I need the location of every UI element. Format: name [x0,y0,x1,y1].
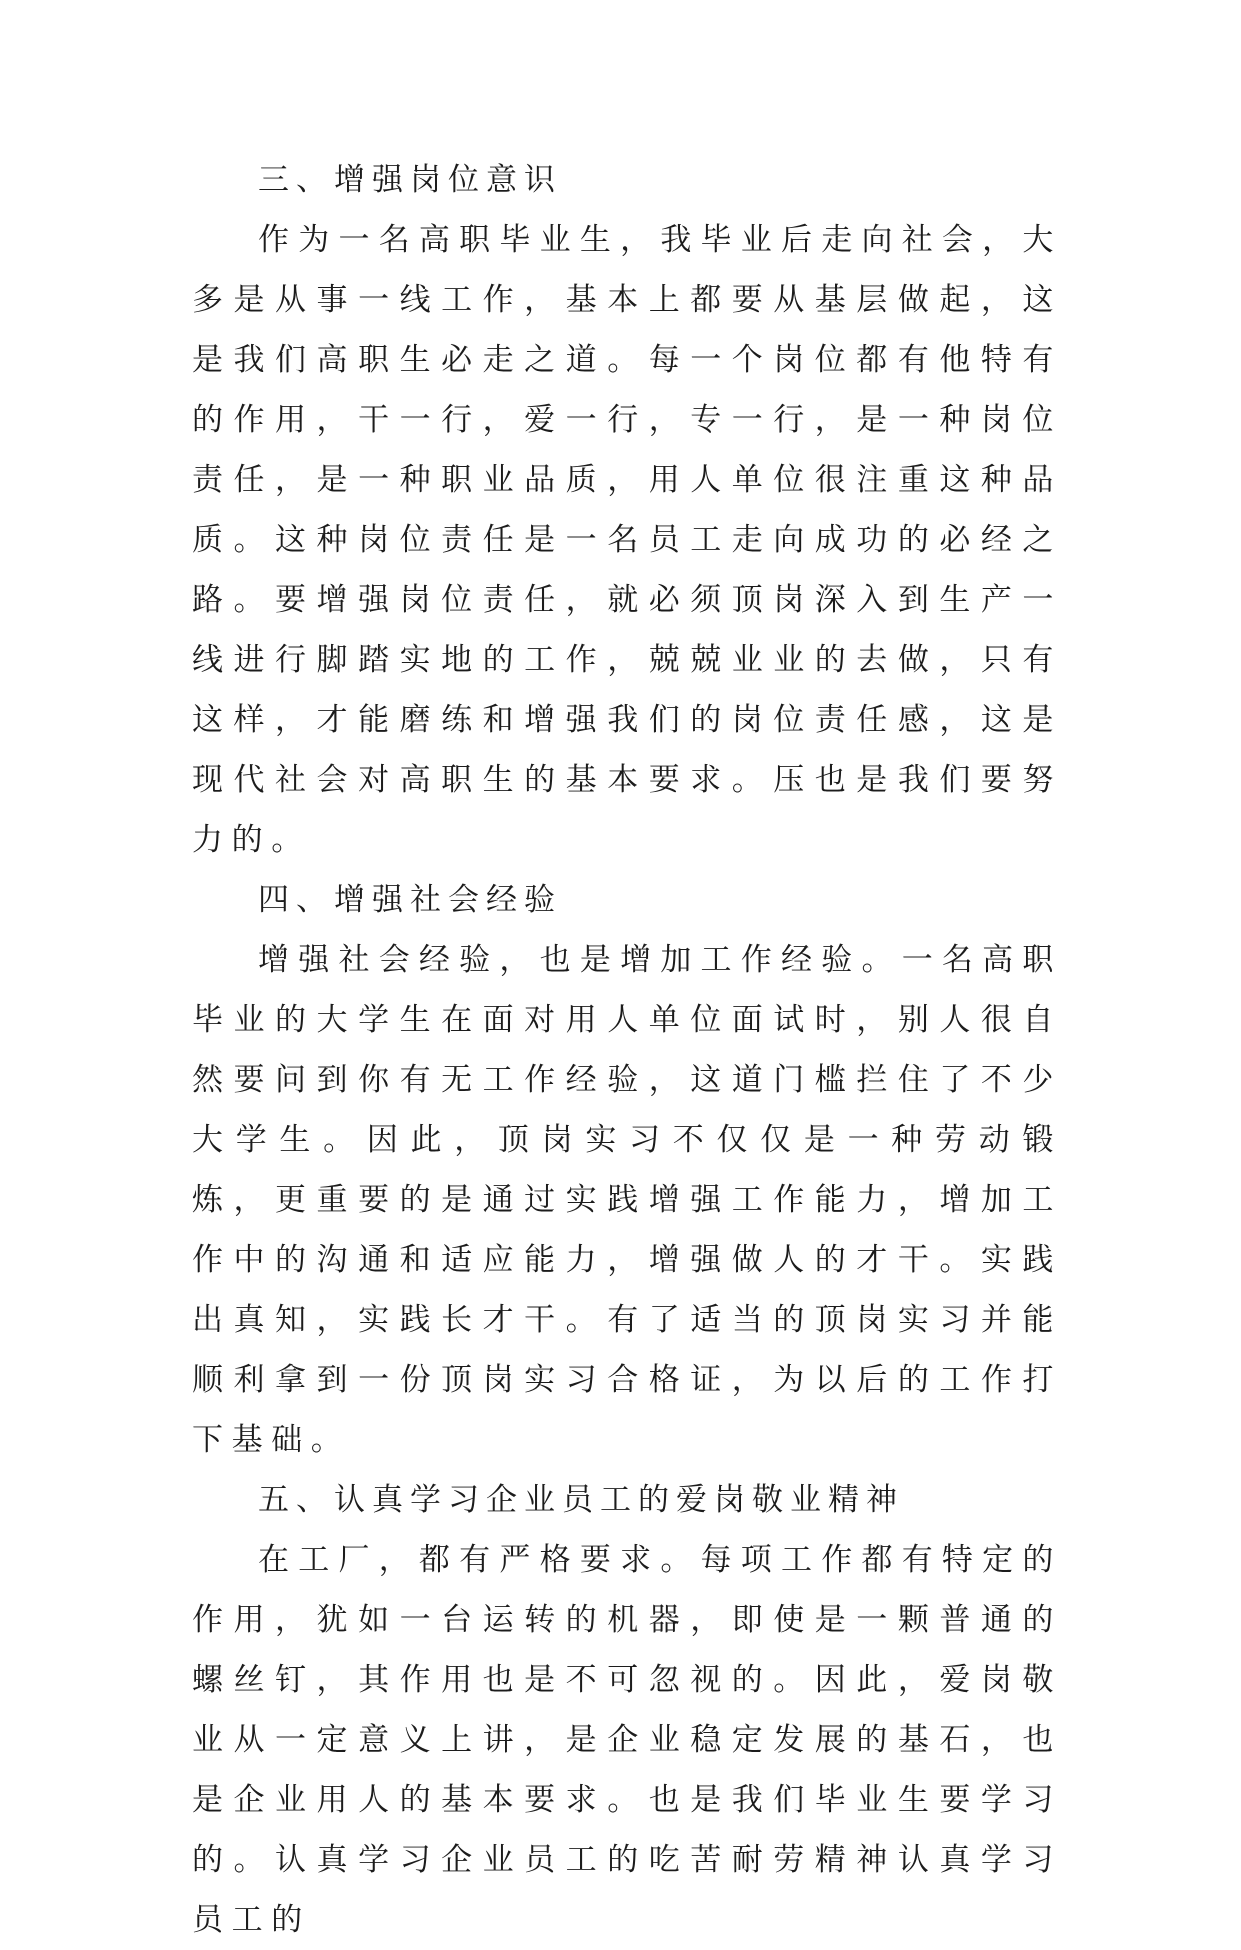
section-heading-3: 三、增强岗位意识 [258,162,562,198]
section-heading-4: 四、增强社会经验 [258,882,562,918]
section-paragraph-3: 作为一名高职毕业生，我毕业后走向社会，大多是从事一线工作，基本上都要从基层做起，这是我们高职生必走之道。每一个岗位都有他特有的作用，干一行，爱一行，专一行，是一种岗位责任，是一种职业品质，用人单位很注重这种品质。这种岗位责任是一名员工走向成功的必经之路。要增强岗位责任，就必须顶岗深入到生产一线进行脚踏实地的工作，兢兢业业的去做，只有这样，才能磨练和增强我们的岗位责任感，这是现代社会对高职生的基本要求。压也是我们要努力的。 [192,222,1062,858]
document-body [192,150,1062,1950]
section-paragraph-5: 在工厂，都有严格要求。每项工作都有特定的作用，犹如一台运转的机器，即使是一颗普通的螺丝钉，其作用也是不可忽视的。因此，爱岗敬业从一定意义上讲，是企业稳定发展的基石，也是企业用人的基本要求。也是我们毕业生要学习的。认真学习企业员工的吃苦耐劳精神认真学习员工的 [192,1542,1062,1938]
section-paragraph-4: 增强社会经验，也是增加工作经验。一名高职毕业的大学生在面对用人单位面试时，别人很自然要问到你有无工作经验，这道门槛拦住了不少大学生。因此，顶岗实习不仅仅是一种劳动锻炼，更重要的是通过实践增强工作能力，增加工作中的沟通和适应能力，增强做人的才干。实践出真知，实践长才干。有了适当的顶岗实习并能顺利拿到一份顶岗实习合格证，为以后的工作打下基础。 [192,942,1062,1458]
section-heading-5: 五、认真学习企业员工的爱岗敬业精神 [258,1482,904,1518]
